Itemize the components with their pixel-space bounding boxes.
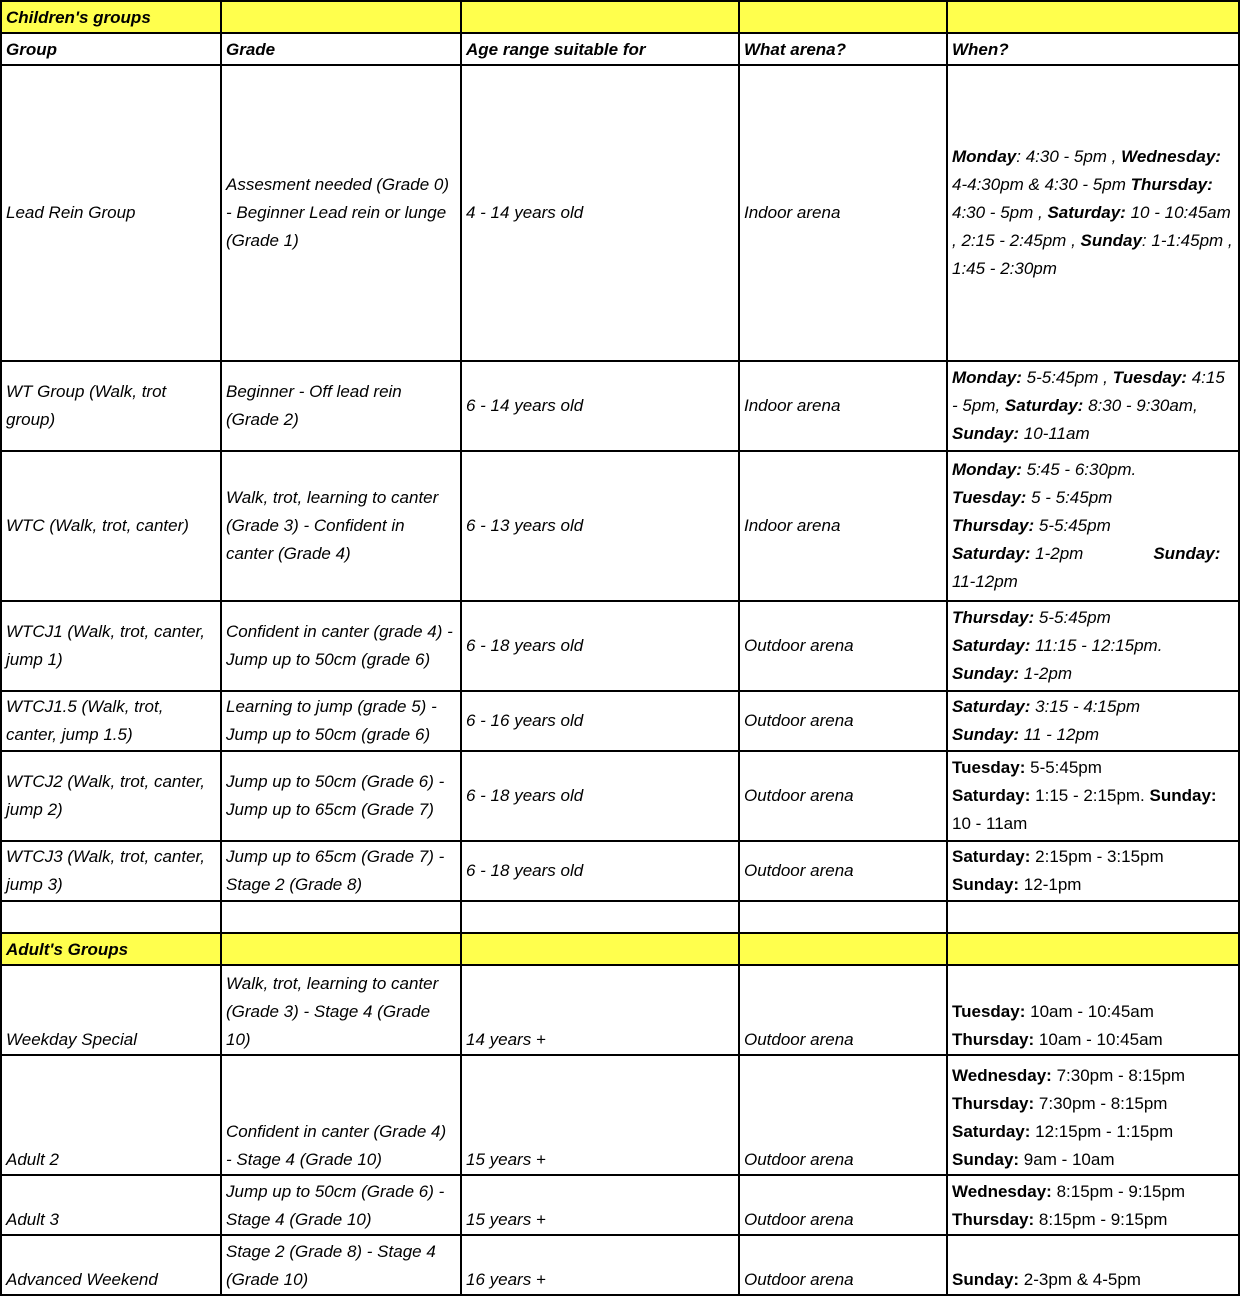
empty-cell <box>739 1 947 33</box>
header-when: When? <box>947 33 1239 65</box>
empty-cell <box>461 1 739 33</box>
day-label: Sunday: <box>952 725 1020 744</box>
day-label: Saturday: <box>952 1122 1031 1141</box>
day-label: Saturday: <box>1004 396 1084 415</box>
arena-cell: Outdoor arena <box>739 965 947 1055</box>
day-label: Sunday <box>1080 231 1142 250</box>
time-text: 8:15pm - 9:15pm <box>1056 1182 1186 1201</box>
time-text: 5 - 5:45pm <box>1031 488 1113 507</box>
grade-cell: Learning to jump (grade 5) - Jump up to 50cm (grade 6) <box>221 691 461 751</box>
day-label: Sunday: <box>952 664 1020 683</box>
day-label: Tuesday: <box>952 488 1027 507</box>
day-label: Sunday: <box>952 1150 1020 1169</box>
group-cell: Adult 2 <box>1 1055 221 1175</box>
day-label: Sunday: <box>1149 786 1217 805</box>
grade-cell: Stage 2 (Grade 8) - Stage 4 (Grade 10) <box>221 1235 461 1295</box>
day-label: Tuesday: <box>952 758 1026 777</box>
day-label: Saturday: <box>952 786 1031 805</box>
column-header-row <box>1 33 1239 65</box>
age-cell: 6 - 18 years old <box>461 841 739 901</box>
children-row <box>1 65 1239 361</box>
empty-cell <box>739 933 947 965</box>
day-label: Thursday: <box>952 608 1035 627</box>
day-label: Saturday: <box>952 697 1031 716</box>
time-text: 7:30pm - 8:15pm <box>1038 1094 1168 1113</box>
time-text: 10-11am <box>1023 424 1090 443</box>
age-cell: 4 - 14 years old <box>461 65 739 361</box>
when-cell <box>947 601 1239 691</box>
age-cell: 6 - 18 years old <box>461 601 739 691</box>
children-row <box>1 751 1239 841</box>
age-cell: 15 years + <box>461 1055 739 1175</box>
group-cell: WTCJ1.5 (Walk, trot, canter, jump 1.5) <box>1 691 221 751</box>
time-text: 11:15 - 12:15pm. <box>1035 636 1163 655</box>
blank-row <box>1 901 1239 933</box>
children-row <box>1 361 1239 451</box>
age-cell: 16 years + <box>461 1235 739 1295</box>
age-cell: 6 - 13 years old <box>461 451 739 601</box>
time-text: 2-3pm & 4-5pm <box>1023 1270 1141 1289</box>
time-text: 5:45 - 6:30pm. <box>1026 460 1137 479</box>
time-text: 10 - 10:45am , 2:15 - 2:45pm , <box>952 203 1231 250</box>
group-cell: Adult 3 <box>1 1175 221 1235</box>
empty-cell <box>221 933 461 965</box>
empty-cell <box>461 901 739 933</box>
arena-cell: Outdoor arena <box>739 1175 947 1235</box>
day-label: Thursday: <box>1130 175 1213 194</box>
time-text: 11 - 12pm <box>1023 725 1100 744</box>
day-label: Thursday: <box>952 1210 1035 1229</box>
when-cell <box>947 361 1239 451</box>
age-cell: 6 - 18 years old <box>461 751 739 841</box>
when-cell <box>947 1175 1239 1235</box>
time-text: 7:30pm - 8:15pm <box>1056 1066 1186 1085</box>
arena-cell: Indoor arena <box>739 451 947 601</box>
empty-cell <box>1 901 221 933</box>
day-label: Sunday: <box>1153 544 1221 563</box>
grade-cell: Jump up to 65cm (Grade 7) - Stage 2 (Grade 8) <box>221 841 461 901</box>
day-label: Monday <box>952 147 1017 166</box>
time-text: 1-2pm <box>1023 664 1072 683</box>
arena-cell: Outdoor arena <box>739 751 947 841</box>
time-text: 5-5:45pm <box>1038 608 1111 627</box>
day-label: Thursday: <box>952 1030 1035 1049</box>
group-cell: WTCJ2 (Walk, trot, canter, jump 2) <box>1 751 221 841</box>
time-text: 10am - 10:45am <box>1030 1002 1154 1021</box>
grade-cell: Confident in canter (grade 4) - Jump up to 50cm (grade 6) <box>221 601 461 691</box>
when-cell <box>947 751 1239 841</box>
adults-row <box>1 1235 1239 1295</box>
time-text: 10 - 11am <box>952 814 1028 833</box>
when-cell <box>947 691 1239 751</box>
children-row <box>1 691 1239 751</box>
children-title-row <box>1 1 1239 33</box>
arena-cell: Indoor arena <box>739 65 947 361</box>
when-cell <box>947 841 1239 901</box>
age-cell: 15 years + <box>461 1175 739 1235</box>
time-text: 10am - 10:45am <box>1038 1030 1163 1049</box>
time-text: 8:30 - 9:30am, <box>1088 396 1198 415</box>
children-section-title: Children's groups <box>1 1 221 33</box>
day-label: Saturday: <box>952 847 1031 866</box>
grade-cell: Assesment needed (Grade 0) - Beginner Lead rein or lunge (Grade 1) <box>221 65 461 361</box>
day-label: Saturday: <box>952 636 1031 655</box>
time-text: 1:15 - 2:15pm. <box>1035 786 1150 805</box>
time-text: 5-5:45pm , <box>1026 368 1113 387</box>
time-text: 1-2pm <box>1035 544 1084 563</box>
day-label: Sunday: <box>952 875 1020 894</box>
day-label: Thursday: <box>952 1094 1035 1113</box>
when-cell <box>947 1235 1239 1295</box>
group-cell: WTCJ3 (Walk, trot, canter, jump 3) <box>1 841 221 901</box>
time-text: 3:15 - 4:15pm <box>1035 697 1141 716</box>
time-text: 11-12pm <box>952 572 1018 591</box>
arena-cell: Outdoor arena <box>739 1235 947 1295</box>
grade-cell: Beginner - Off lead rein (Grade 2) <box>221 361 461 451</box>
adults-title-row <box>1 933 1239 965</box>
time-text: 4:15 - 5pm, <box>952 368 1225 415</box>
grade-cell: Jump up to 50cm (Grade 6) - Stage 4 (Grade 10) <box>221 1175 461 1235</box>
arena-cell: Outdoor arena <box>739 601 947 691</box>
time-text: 5-5:45pm <box>1038 516 1111 535</box>
grade-cell: Confident in canter (Grade 4) - Stage 4 (Grade 10) <box>221 1055 461 1175</box>
time-text: 1-1:45pm , 1:45 - 2:30pm <box>952 231 1233 278</box>
day-label: Saturday: <box>952 544 1031 563</box>
day-label: Tuesday: <box>1112 368 1187 387</box>
adults-row <box>1 965 1239 1055</box>
when-cell: Monday: 4:30 - 5pm , Wednesday: 4-4:30pm & 4:30 - 5pm Thursday: 4:30 - 5pm , Saturday: 10 - 10:45am , 2:15 - 2:45pm , Sunday: 1-1:45pm , 1:45 - 2:30pm <box>947 65 1239 361</box>
day-label: Sunday: <box>952 1270 1020 1289</box>
header-age: Age range suitable for <box>461 33 739 65</box>
children-row <box>1 841 1239 901</box>
age-cell: 6 - 16 years old <box>461 691 739 751</box>
group-cell: WT Group (Walk, trot group) <box>1 361 221 451</box>
empty-cell <box>947 933 1239 965</box>
time-text: 8:15pm - 9:15pm <box>1038 1210 1168 1229</box>
group-cell: WTCJ1 (Walk, trot, canter, jump 1) <box>1 601 221 691</box>
children-row <box>1 601 1239 691</box>
header-arena: What arena? <box>739 33 947 65</box>
time-text: 4:30 - 5pm , <box>952 203 1048 222</box>
grade-cell: Jump up to 50cm (Grade 6) - Jump up to 65cm (Grade 7) <box>221 751 461 841</box>
group-cell: WTC (Walk, trot, canter) <box>1 451 221 601</box>
time-text: 4-4:30pm & 4:30 - 5pm <box>952 175 1131 194</box>
time-text: 12:15pm - 1:15pm <box>1035 1122 1174 1141</box>
adults-row <box>1 1175 1239 1235</box>
day-label: Wednesday: <box>1121 147 1221 166</box>
day-label: Wednesday: <box>952 1066 1052 1085</box>
time-text: 12-1pm <box>1023 875 1082 894</box>
header-grade: Grade <box>221 33 461 65</box>
empty-cell <box>947 1 1239 33</box>
empty-cell <box>739 901 947 933</box>
adults-row <box>1 1055 1239 1175</box>
time-text: 4:30 - 5pm , <box>1025 147 1122 166</box>
grade-cell: Walk, trot, learning to canter (Grade 3) - Confident in canter (Grade 4) <box>221 451 461 601</box>
empty-cell <box>221 1 461 33</box>
age-cell: 14 years + <box>461 965 739 1055</box>
arena-cell: Outdoor arena <box>739 691 947 751</box>
arena-cell: Indoor arena <box>739 361 947 451</box>
header-group: Group <box>1 33 221 65</box>
schedule-body <box>1 1 1239 1295</box>
group-cell: Lead Rein Group <box>1 65 221 361</box>
day-label: Sunday: <box>952 424 1020 443</box>
day-label: Monday: <box>952 460 1022 479</box>
time-text: 2:15pm - 3:15pm <box>1035 847 1164 866</box>
arena-cell: Outdoor arena <box>739 841 947 901</box>
arena-cell: Outdoor arena <box>739 1055 947 1175</box>
day-label: Monday: <box>952 368 1022 387</box>
empty-cell <box>461 933 739 965</box>
children-row <box>1 451 1239 601</box>
day-label: Saturday: <box>1047 203 1126 222</box>
day-label: Wednesday: <box>952 1182 1052 1201</box>
grade-cell: Walk, trot, learning to canter (Grade 3) - Stage 4 (Grade 10) <box>221 965 461 1055</box>
adults-section-title: Adult's Groups <box>1 933 221 965</box>
age-cell: 6 - 14 years old <box>461 361 739 451</box>
group-cell: Weekday Special <box>1 965 221 1055</box>
day-label: Thursday: <box>952 516 1035 535</box>
day-label: Tuesday: <box>952 1002 1026 1021</box>
time-text: 5-5:45pm <box>1030 758 1102 777</box>
empty-cell <box>221 901 461 933</box>
when-cell <box>947 965 1239 1055</box>
time-text: 9am - 10am <box>1023 1150 1115 1169</box>
empty-cell <box>947 901 1239 933</box>
when-cell <box>947 451 1239 601</box>
when-cell <box>947 1055 1239 1175</box>
group-cell: Advanced Weekend <box>1 1235 221 1295</box>
